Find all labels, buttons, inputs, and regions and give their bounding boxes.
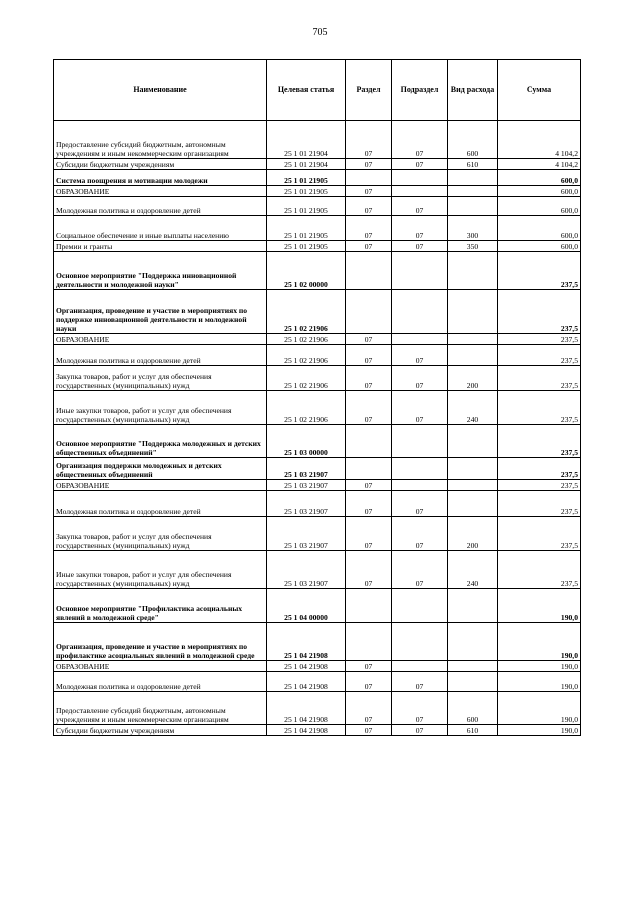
table-row [54,334,581,345]
table-row [54,197,581,216]
row-expense-type-cell [448,589,498,623]
row-subsection-cell [392,661,448,672]
header-section: Раздел [346,60,392,121]
row-subsection-cell: 07 [392,517,448,551]
table-row [54,480,581,491]
row-subsection-cell [392,252,448,290]
row-section-cell [346,290,392,334]
row-amount-cell: 237,5 [498,425,581,458]
row-expense-type-cell [448,623,498,661]
row-subsection-cell: 07 [392,345,448,366]
row-subsection-cell: 07 [392,491,448,517]
row-amount-cell: 237,5 [498,334,581,345]
row-amount-cell: 600,0 [498,241,581,252]
table-row [54,241,581,252]
row-section-cell: 07 [346,186,392,197]
table-row [54,425,581,458]
header-name: Наименование [54,60,267,121]
row-amount-cell: 4 104,2 [498,159,581,170]
row-name-cell: Основное мероприятие "Поддержка инновационной деятельности и молодежной науки" [54,252,267,290]
table-row [54,170,581,186]
row-expense-type-cell [448,672,498,692]
row-target-code-cell: 25 1 03 21907 [267,491,346,517]
row-name-cell: Основное мероприятие "Поддержка молодежных и детских общественных объединений" [54,425,267,458]
row-name-cell: Молодежная политика и оздоровление детей [54,672,267,692]
row-name-cell: Субсидии бюджетным учреждениям [54,725,267,736]
row-subsection-cell: 07 [392,551,448,589]
row-expense-type-cell: 200 [448,517,498,551]
row-amount-cell: 600,0 [498,170,581,186]
row-section-cell: 07 [346,551,392,589]
row-amount-cell: 190,0 [498,692,581,725]
row-section-cell: 07 [346,491,392,517]
row-subsection-cell: 07 [392,366,448,391]
row-target-code-cell: 25 1 03 21907 [267,517,346,551]
row-target-code-cell: 25 1 02 21906 [267,345,346,366]
row-subsection-cell [392,334,448,345]
table-row [54,216,581,241]
row-expense-type-cell: 240 [448,391,498,425]
table-row [54,725,581,736]
row-subsection-cell: 07 [392,672,448,692]
row-amount-cell: 237,5 [498,491,581,517]
row-amount-cell: 237,5 [498,345,581,366]
row-expense-type-cell: 600 [448,692,498,725]
page-number: 705 [312,27,328,38]
row-section-cell: 07 [346,672,392,692]
table-row [54,186,581,197]
row-subsection-cell [392,480,448,491]
row-name-cell: Социальное обеспечение и иные выплаты населению [54,216,267,241]
row-target-code-cell: 25 1 01 21904 [267,121,346,159]
row-section-cell: 07 [346,725,392,736]
row-amount-cell: 600,0 [498,186,581,197]
row-section-cell: 07 [346,216,392,241]
row-expense-type-cell: 300 [448,216,498,241]
row-expense-type-cell: 610 [448,725,498,736]
row-amount-cell: 237,5 [498,290,581,334]
row-subsection-cell [392,290,448,334]
row-subsection-cell [392,589,448,623]
row-subsection-cell: 07 [392,197,448,216]
row-amount-cell: 237,5 [498,458,581,480]
row-section-cell: 07 [346,366,392,391]
table-row [54,121,581,159]
header-target: Целевая статья [267,60,346,121]
row-section-cell: 07 [346,197,392,216]
table-row [54,290,581,334]
table-row [54,672,581,692]
row-name-cell: Закупка товаров, работ и услуг для обеспечения государственных (муниципальных) нужд [54,366,267,391]
row-expense-type-cell [448,252,498,290]
row-name-cell: Иные закупки товаров, работ и услуг для обеспечения государственных (муниципальных) нужд [54,551,267,589]
row-target-code-cell: 25 1 01 21905 [267,197,346,216]
row-expense-type-cell [448,334,498,345]
row-name-cell: ОБРАЗОВАНИЕ [54,186,267,197]
row-section-cell: 07 [346,692,392,725]
table-row [54,491,581,517]
row-target-code-cell: 25 1 01 21904 [267,159,346,170]
table-row [54,551,581,589]
row-expense-type-cell [448,458,498,480]
row-section-cell: 07 [346,661,392,672]
budget-table [53,59,581,736]
row-expense-type-cell [448,425,498,458]
row-section-cell [346,170,392,186]
row-name-cell: Закупка товаров, работ и услуг для обеспечения государственных (муниципальных) нужд [54,517,267,551]
header-expense-type: Вид расхода [448,60,498,121]
header-subsection: Подраздел [392,60,448,121]
row-target-code-cell: 25 1 02 21906 [267,391,346,425]
row-section-cell [346,425,392,458]
row-expense-type-cell: 600 [448,121,498,159]
row-section-cell: 07 [346,334,392,345]
row-target-code-cell: 25 1 03 21907 [267,480,346,491]
header-amount: Сумма [498,60,581,121]
row-section-cell [346,623,392,661]
row-expense-type-cell [448,170,498,186]
row-section-cell: 07 [346,159,392,170]
row-subsection-cell: 07 [392,216,448,241]
row-section-cell: 07 [346,391,392,425]
row-amount-cell: 600,0 [498,197,581,216]
table-row [54,661,581,672]
row-amount-cell: 190,0 [498,661,581,672]
row-amount-cell: 237,5 [498,480,581,491]
table-row [54,345,581,366]
row-name-cell: ОБРАЗОВАНИЕ [54,661,267,672]
row-amount-cell: 237,5 [498,252,581,290]
row-amount-cell: 4 104,2 [498,121,581,159]
row-target-code-cell: 25 1 01 21905 [267,186,346,197]
row-amount-cell: 237,5 [498,551,581,589]
row-section-cell: 07 [346,480,392,491]
row-target-code-cell: 25 1 04 21908 [267,725,346,736]
row-section-cell [346,458,392,480]
row-target-code-cell: 25 1 04 21908 [267,692,346,725]
row-name-cell: Предоставление субсидий бюджетным, автономным учреждениям и иным некоммерческим организациям [54,692,267,725]
row-name-cell: ОБРАЗОВАНИЕ [54,334,267,345]
row-name-cell: Субсидии бюджетным учреждениям [54,159,267,170]
table-row [54,458,581,480]
row-section-cell [346,252,392,290]
row-target-code-cell: 25 1 03 21907 [267,458,346,480]
row-subsection-cell [392,425,448,458]
table-row [54,589,581,623]
row-target-code-cell: 25 1 04 21908 [267,661,346,672]
table-row [54,366,581,391]
row-subsection-cell: 07 [392,121,448,159]
row-subsection-cell [392,458,448,480]
row-name-cell: Премии и гранты [54,241,267,252]
row-target-code-cell: 25 1 04 21908 [267,623,346,661]
row-target-code-cell: 25 1 02 00000 [267,252,346,290]
row-target-code-cell: 25 1 03 00000 [267,425,346,458]
row-section-cell: 07 [346,517,392,551]
row-name-cell: Предоставление субсидий бюджетным, автономным учреждениям и иным некоммерческим организациям [54,121,267,159]
row-amount-cell: 190,0 [498,623,581,661]
row-name-cell: Основное мероприятие "Профилактика асоциальных явлений в молодежной среде" [54,589,267,623]
row-expense-type-cell [448,491,498,517]
row-name-cell: Организация, проведение и участие в мероприятиях по поддержке инновационной деятельности и молодежной науки [54,290,267,334]
row-amount-cell: 237,5 [498,366,581,391]
table-header-row [54,60,581,121]
row-name-cell: Молодежная политика и оздоровление детей [54,197,267,216]
row-target-code-cell: 25 1 01 21905 [267,241,346,252]
row-target-code-cell: 25 1 02 21906 [267,290,346,334]
row-amount-cell: 190,0 [498,725,581,736]
row-target-code-cell: 25 1 02 21906 [267,366,346,391]
row-name-cell: Организация поддержки молодежных и детских общественных объединений [54,458,267,480]
row-expense-type-cell: 240 [448,551,498,589]
row-name-cell: Молодежная политика и оздоровление детей [54,491,267,517]
row-expense-type-cell [448,661,498,672]
row-amount-cell: 600,0 [498,216,581,241]
row-expense-type-cell: 200 [448,366,498,391]
row-expense-type-cell [448,186,498,197]
row-target-code-cell: 25 1 04 00000 [267,589,346,623]
row-target-code-cell: 25 1 02 21906 [267,334,346,345]
row-section-cell: 07 [346,121,392,159]
row-section-cell [346,589,392,623]
row-subsection-cell: 07 [392,159,448,170]
row-name-cell: Организация, проведение и участие в мероприятиях по профилактике асоциальных явлений в молодежной среде [54,623,267,661]
row-section-cell: 07 [346,345,392,366]
row-expense-type-cell [448,197,498,216]
table-row [54,517,581,551]
row-expense-type-cell [448,480,498,491]
table-row [54,159,581,170]
table-row [54,623,581,661]
row-expense-type-cell: 350 [448,241,498,252]
row-name-cell: Молодежная политика и оздоровление детей [54,345,267,366]
row-amount-cell: 190,0 [498,672,581,692]
row-target-code-cell: 25 1 01 21905 [267,216,346,241]
row-subsection-cell: 07 [392,391,448,425]
row-subsection-cell: 07 [392,692,448,725]
row-subsection-cell: 07 [392,241,448,252]
row-name-cell: Иные закупки товаров, работ и услуг для обеспечения государственных (муниципальных) нужд [54,391,267,425]
row-amount-cell: 237,5 [498,391,581,425]
table-row [54,692,581,725]
table-row [54,252,581,290]
row-subsection-cell [392,186,448,197]
row-subsection-cell [392,623,448,661]
row-amount-cell: 190,0 [498,589,581,623]
row-expense-type-cell: 610 [448,159,498,170]
row-target-code-cell: 25 1 01 21905 [267,170,346,186]
row-name-cell: ОБРАЗОВАНИЕ [54,480,267,491]
row-expense-type-cell [448,290,498,334]
row-target-code-cell: 25 1 03 21907 [267,551,346,589]
table-row [54,391,581,425]
row-name-cell: Система поощрения и мотивации молодежи [54,170,267,186]
row-amount-cell: 237,5 [498,517,581,551]
row-subsection-cell: 07 [392,725,448,736]
row-section-cell: 07 [346,241,392,252]
row-expense-type-cell [448,345,498,366]
row-target-code-cell: 25 1 04 21908 [267,672,346,692]
row-subsection-cell [392,170,448,186]
